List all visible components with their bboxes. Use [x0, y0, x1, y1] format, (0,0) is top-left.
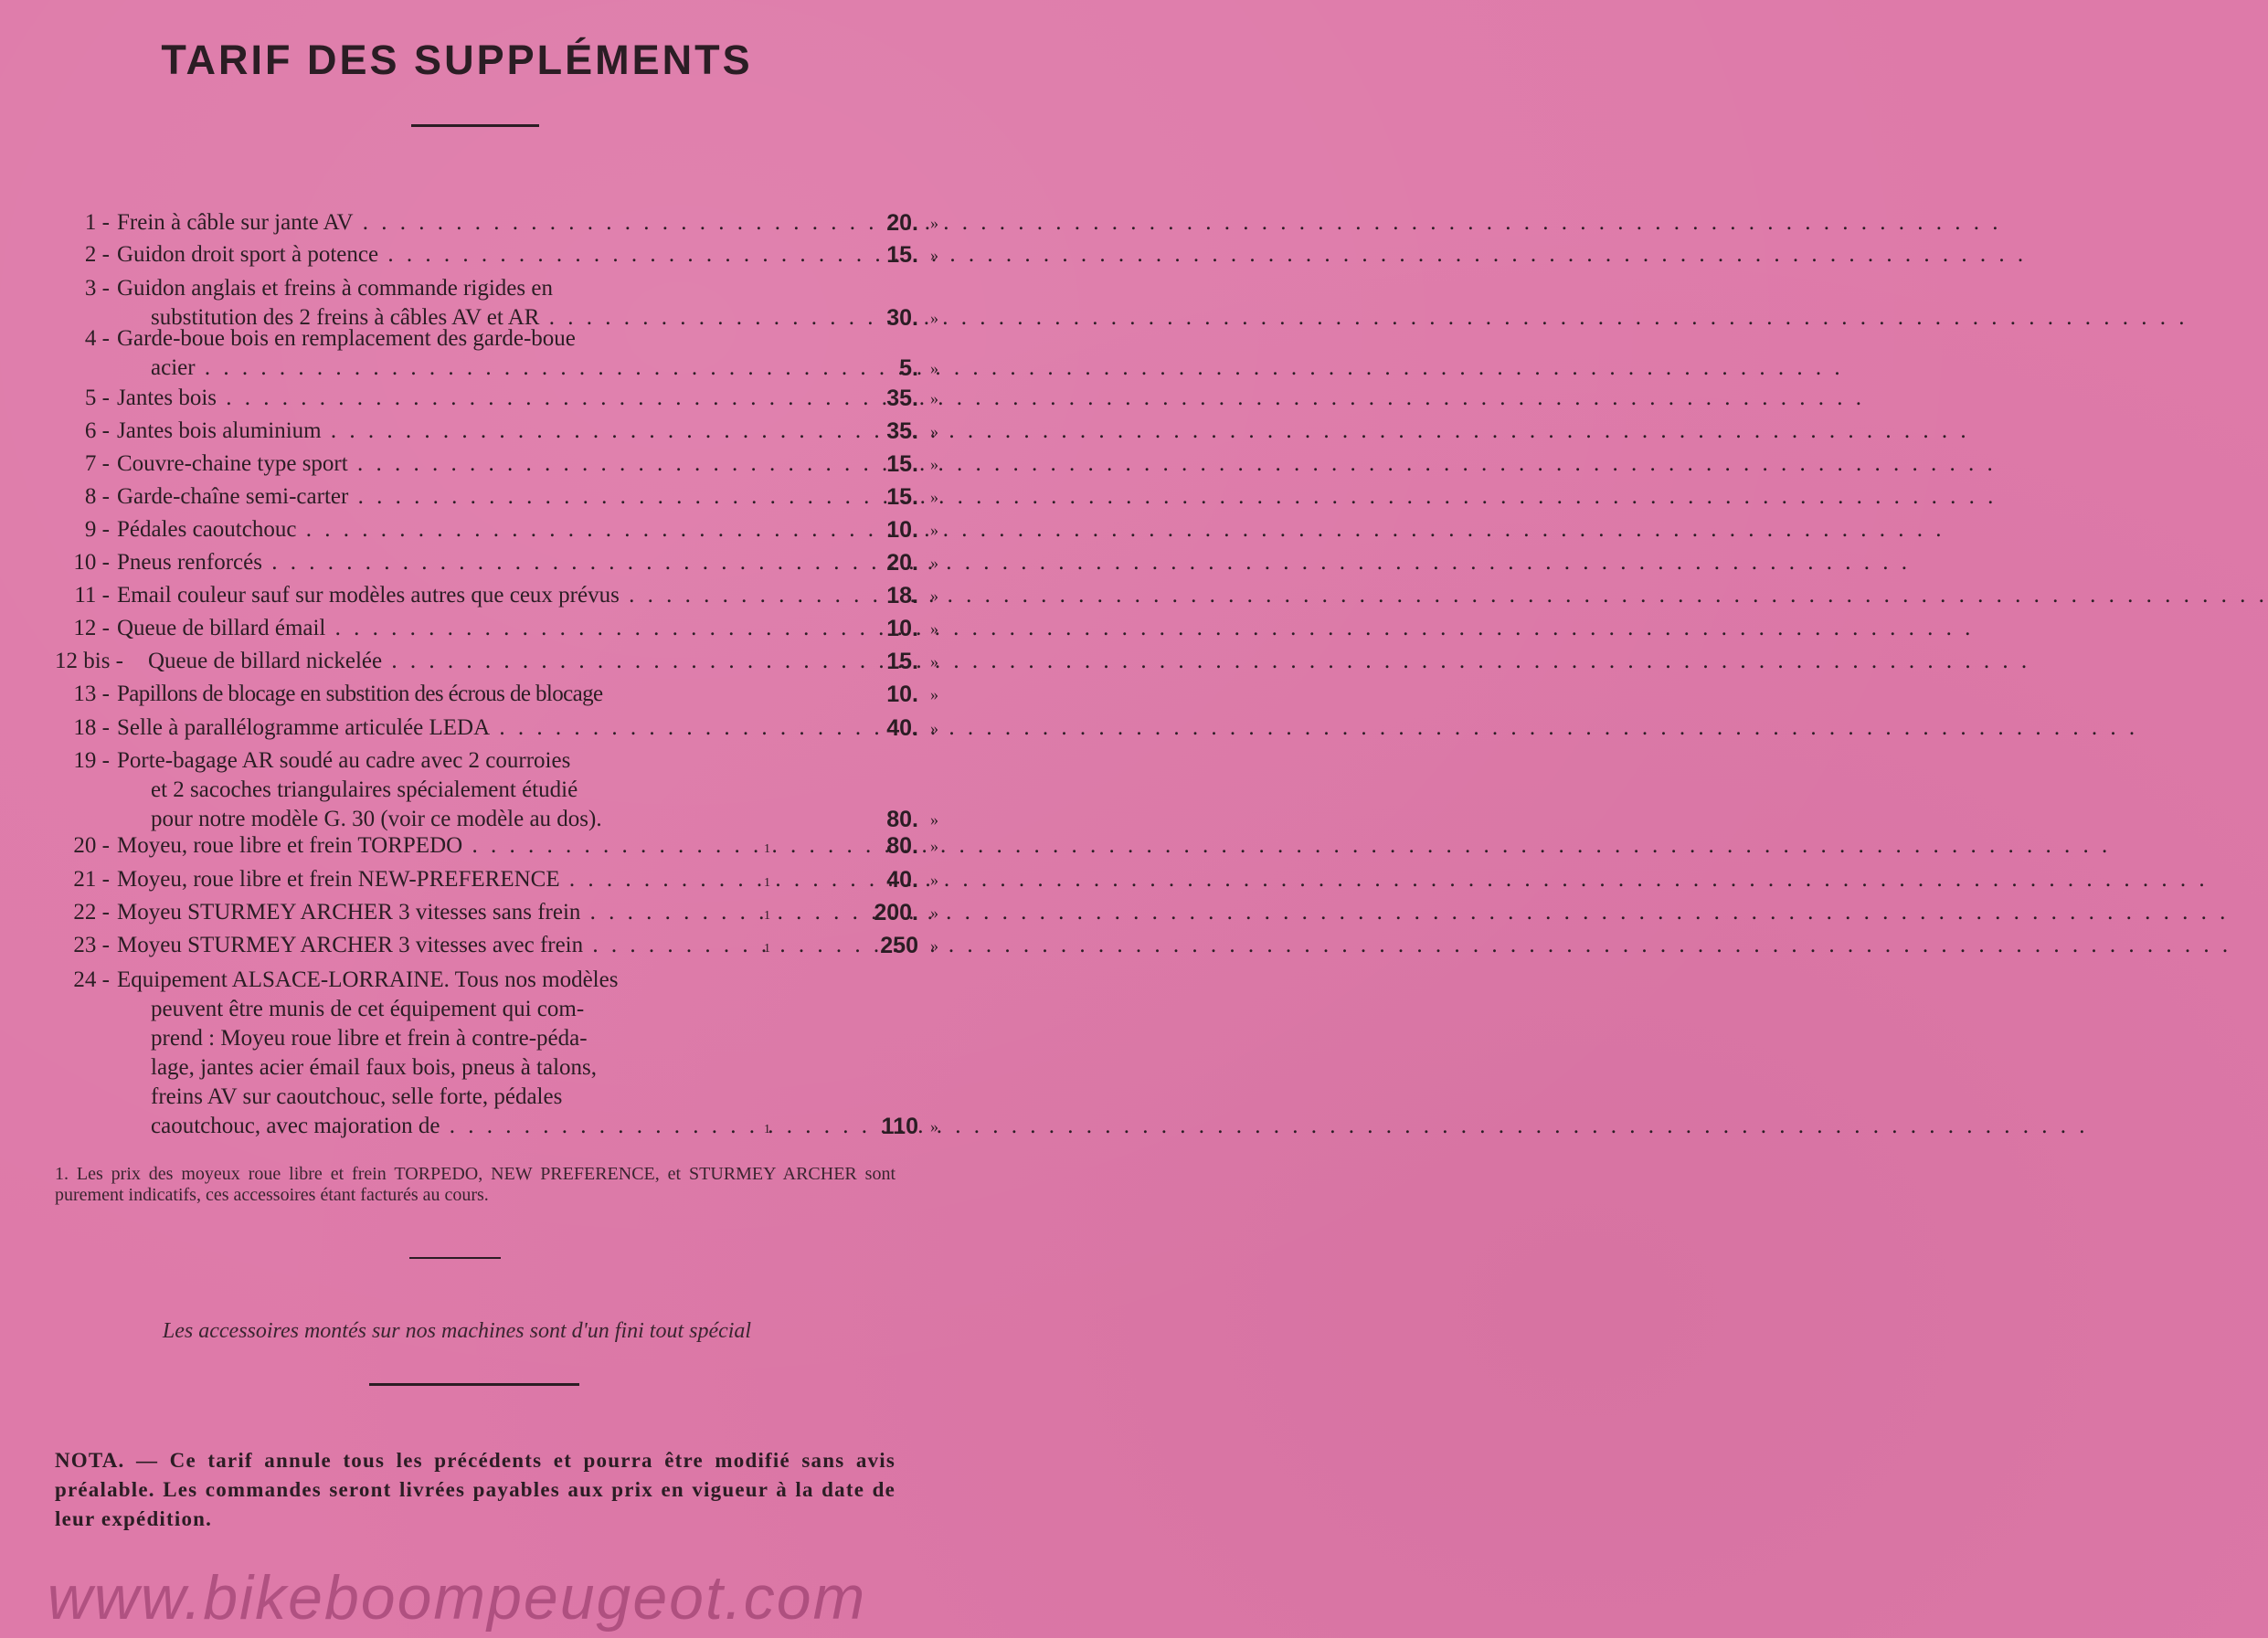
item-text: caoutchouc, avec majoration de . . .	[151, 1112, 758, 1141]
website-watermark: www.bikeboompeugeot.com	[47, 1563, 867, 1633]
item-12-bis	[55, 647, 938, 676]
item-text: Equipement ALSACE-LORRAINE. Tous nos modèles	[117, 967, 619, 992]
quote-mark: »	[930, 389, 938, 407]
quote-mark: »	[930, 871, 938, 889]
item-text: pour notre modèle G. 30 (voir ce modèle au dos).	[151, 807, 602, 831]
page-title: TARIF DES SUPPLÉMENTS	[161, 37, 753, 83]
title-divider	[411, 124, 539, 127]
item-21	[55, 865, 938, 894]
item-price: 15.	[886, 649, 918, 674]
item-24	[55, 966, 938, 1141]
item-4	[55, 324, 938, 383]
item-2	[55, 240, 938, 269]
quote-mark: »	[930, 810, 938, 829]
item-price: 110	[881, 1114, 918, 1139]
item-text: freins AV sur caoutchouc, selle forte, pédales	[151, 1084, 563, 1109]
footnote-divider	[409, 1257, 501, 1259]
item-text: Moyeu, roue libre et frein TORPEDO . . .	[117, 831, 757, 861]
item-number: 20 -	[73, 833, 110, 858]
footnote-marker: 1	[764, 876, 770, 890]
item-number: 13 -	[73, 682, 110, 706]
item-price: 35.	[886, 386, 918, 411]
item-text: Email couleur sauf sur modèles autres que ceux prévus . . .	[117, 581, 816, 610]
item-number: 8 -	[84, 484, 110, 509]
footnote-marker: 1	[764, 842, 770, 856]
quote-mark: »	[930, 619, 938, 638]
item-text: Guidon anglais et freins à commande rigides en	[117, 276, 553, 301]
item-text: Jantes bois aluminium . . .	[117, 417, 816, 446]
item-number: 24 -	[73, 967, 110, 992]
item-text: substitution des 2 freins à câbles AV et AR . . .	[151, 303, 816, 333]
item-text: Guidon droit sport à potence . . .	[117, 240, 816, 269]
item-price: 10.	[886, 682, 918, 707]
item-text: Pneus renforcés . . .	[117, 548, 816, 577]
quote-mark: »	[930, 521, 938, 539]
item-number: 12 -	[73, 616, 110, 640]
item-price: 250	[880, 933, 918, 958]
item-8	[55, 482, 938, 512]
item-price: 35.	[886, 418, 918, 444]
quote-mark: »	[930, 904, 938, 922]
footnote-marker: 1	[764, 909, 770, 923]
item-price: 18.	[886, 583, 918, 608]
item-number: 5 -	[84, 386, 110, 410]
item-number: 21 -	[73, 867, 110, 892]
quote-mark: »	[930, 1117, 938, 1136]
item-number: 19 -	[73, 748, 110, 773]
item-price: 10.	[886, 517, 918, 543]
quote-mark: »	[930, 837, 938, 855]
item-number: 4 -	[84, 326, 110, 351]
item-price: 200.	[874, 900, 918, 925]
item-text: Moyeu STURMEY ARCHER 3 vitesses avec frein . . .	[117, 931, 757, 960]
item-13	[55, 680, 938, 709]
item-price: 15.	[886, 484, 918, 510]
quote-mark: »	[930, 214, 938, 232]
accessories-note: Les accessoires montés sur nos machines sont d'un fini tout spécial	[162, 1319, 752, 1343]
item-text: Papillons de blocage en substition des écrous de blocage	[117, 682, 603, 706]
item-text: acier . . .	[151, 354, 816, 383]
quote-mark: »	[930, 359, 938, 377]
item-number: 2 -	[84, 242, 110, 267]
item-23	[55, 931, 938, 960]
quote-mark: »	[930, 422, 938, 440]
footnote-text: 1. Les prix des moyeux roue libre et frein TORPEDO, NEW PREFERENCE, et STURMEY ARCHER sont purement indicatifs, ces accessoires étant facturés au cours.	[55, 1164, 896, 1205]
item-text: Jantes bois . . .	[117, 384, 816, 413]
item-price: 30.	[886, 305, 918, 331]
item-text: Couvre-chaine type sport . . .	[117, 449, 816, 479]
item-text: Garde-chaîne semi-carter . . .	[117, 482, 816, 512]
item-text: Garde-boue bois en remplacement des garde-boue	[117, 326, 576, 351]
item-1	[55, 208, 938, 238]
item-text: Frein à câble sur jante AV . . .	[117, 208, 816, 238]
item-price: 5.	[899, 355, 918, 381]
item-number: 9 -	[84, 517, 110, 542]
item-5	[55, 384, 938, 413]
quote-mark: »	[930, 652, 938, 671]
item-number: 10 -	[73, 550, 110, 575]
item-text: Moyeu, roue libre et frein NEW-PREFERENCE . . .	[117, 865, 757, 894]
item-18	[55, 713, 938, 743]
quote-mark: »	[930, 554, 938, 572]
item-number: 6 -	[84, 418, 110, 443]
footnote-marker: 1	[764, 1123, 770, 1136]
item-number: 23 -	[73, 933, 110, 957]
item-text: Moyeu STURMEY ARCHER 3 vitesses sans frein . . .	[117, 898, 757, 927]
item-12	[55, 614, 938, 643]
quote-mark: »	[930, 719, 938, 737]
item-text: lage, jantes acier émail faux bois, pneus à talons,	[151, 1055, 598, 1080]
item-7	[55, 449, 938, 479]
item-text: peuvent être munis de cet équipement qui com-	[151, 997, 585, 1021]
item-price: 20.	[886, 550, 918, 576]
item-11	[55, 581, 938, 610]
quote-mark: »	[930, 488, 938, 506]
item-price: 80.	[886, 807, 918, 832]
item-number: 7 -	[84, 451, 110, 476]
item-text: Queue de billard nickelée . . .	[148, 647, 816, 676]
item-9	[55, 515, 938, 544]
item-text: Pédales caoutchouc . . .	[117, 515, 816, 544]
item-number: 22 -	[73, 900, 110, 925]
footnote-marker: 1	[764, 942, 770, 956]
item-19	[55, 746, 938, 834]
item-text: Selle à parallélogramme articulée LEDA . . .	[117, 713, 816, 743]
item-10	[55, 548, 938, 577]
item-text: prend : Moyeu roue libre et frein à contre-péda-	[151, 1026, 588, 1051]
quote-mark: »	[930, 309, 938, 327]
quote-mark: »	[930, 246, 938, 264]
item-number: 18 -	[73, 715, 110, 740]
item-6	[55, 417, 938, 446]
item-number: 12 bis -	[55, 649, 123, 673]
item-price: 15.	[886, 451, 918, 477]
item-price: 10.	[886, 616, 918, 641]
item-text: Queue de billard émail . . .	[117, 614, 816, 643]
item-price: 80.	[886, 833, 918, 859]
item-price: 15.	[886, 242, 918, 268]
quote-mark: »	[930, 936, 938, 955]
item-text: Porte-bagage AR soudé au cadre avec 2 courroies	[117, 748, 571, 773]
quote-mark: »	[930, 587, 938, 605]
quote-mark: »	[930, 455, 938, 473]
item-number: 3 -	[84, 276, 110, 301]
item-number: 1 -	[84, 210, 110, 235]
item-number: 11 -	[74, 583, 110, 608]
nota-paragraph: NOTA. — Ce tarif annule tous les précédents et pourra être modifié sans avis préalable. Les commandes seront livrées payables aux prix en vigueur à la date de leur expédition.	[55, 1449, 896, 1530]
quote-mark: »	[930, 685, 938, 703]
item-20	[55, 831, 938, 861]
item-text: et 2 sacoches triangulaires spécialement étudié	[151, 777, 578, 802]
item-price: 40.	[886, 715, 918, 741]
item-price: 20.	[886, 210, 918, 236]
section-divider	[369, 1383, 579, 1386]
item-price: 40.	[886, 867, 918, 893]
item-22	[55, 898, 938, 927]
tariff-page	[0, 0, 938, 1638]
